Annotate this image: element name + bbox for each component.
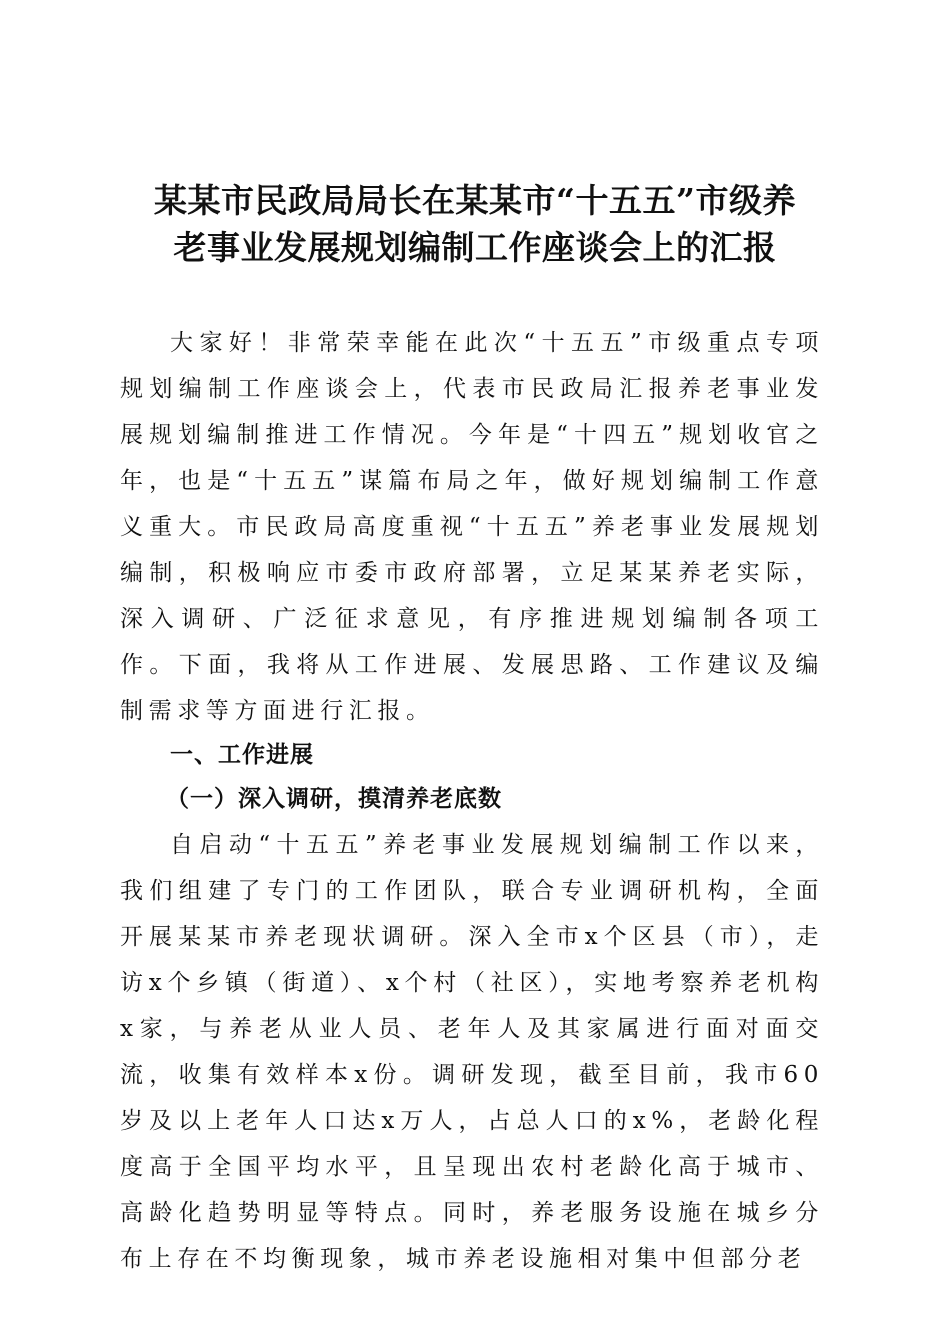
- section-heading-work-progress: 一、工作进展: [170, 742, 314, 768]
- subsection-heading-research: （一）深入调研，摸清养老底数: [166, 785, 502, 812]
- document-title-line-2: 老事业发展规划编制工作座谈会上的汇报: [173, 228, 777, 267]
- document-title-line-1: 某某市民政局局长在某某市“十五五”市级养: [154, 181, 796, 220]
- document-title: [100, 177, 850, 271]
- intro-paragraph: 大家好！非常荣幸能在此次“十五五”市级重点专项规划编制工作座谈会上，代表市民政局汇报养老事业发展规划编制推进工作情况。今年是“十四五”规划收官之年，也是“十五五”谋篇布局之年，做好规划编制工作意义重大。市民政局高度重视“十五五”养老事业发展规划编制，积极响应市委市政府部署，立足某某养老实际，深入调研、广泛征求意见，有序推进规划编制各项工作。下面，我将从工作进展、发展思路、工作建议及编制需求等方面进行汇报。: [120, 330, 824, 724]
- research-paragraph: 自启动“十五五”养老事业发展规划编制工作以来，我们组建了专门的工作团队，联合专业调研机构，全面开展某某市养老现状调研。深入全市x个区县（市），走访x个乡镇（街道）、x个村（社区），实地考察养老机构x家，与养老从业人员、老年人及其家属进行面对面交流，收集有效样本x份。调研发现，截至目前，我市60岁及以上老年人口达x万人，占总人口的x%，老龄化程度高于全国平均水平，且呈现出农村老龄化高于城市、高龄化趋势明显等特点。同时，养老服务设施在城乡分布上存在不均衡现象，城市养老设施相对集中但部分老: [120, 832, 824, 1272]
- document-body: [120, 320, 824, 1282]
